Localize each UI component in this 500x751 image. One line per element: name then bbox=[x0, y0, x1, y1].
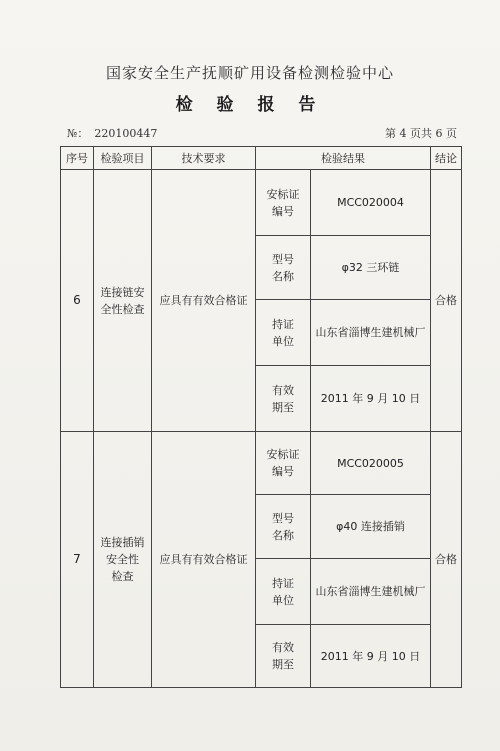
label-line: 名称 bbox=[272, 269, 294, 283]
result-value: MCC020005 bbox=[311, 432, 431, 495]
label-line: 安标证 bbox=[266, 448, 300, 461]
result-label bbox=[256, 366, 311, 432]
label-line: 期至 bbox=[272, 658, 294, 671]
result-label bbox=[256, 559, 311, 625]
report-number-label: №： bbox=[67, 127, 89, 140]
col-header-requirement: 技术要求 bbox=[152, 147, 256, 170]
label-line: 型号 bbox=[272, 511, 294, 525]
requirement-cell: 应具有有效合格证 bbox=[152, 432, 256, 688]
table-header-row bbox=[61, 147, 462, 170]
result-label bbox=[256, 300, 311, 366]
result-label bbox=[256, 432, 311, 495]
report-title: 检 验 报 告 bbox=[175, 95, 325, 115]
result-value: MCC020004 bbox=[311, 170, 431, 236]
col-header-seq: 序号 bbox=[61, 147, 94, 170]
result-label bbox=[256, 495, 311, 559]
label-line: 有效 bbox=[272, 641, 294, 654]
organization-name: 国家安全生产抚顺矿用设备检测检验中心 bbox=[105, 64, 394, 82]
report-number bbox=[67, 125, 163, 141]
result-label bbox=[256, 236, 311, 300]
label-line: 编号 bbox=[272, 465, 294, 478]
col-header-result: 检验结果 bbox=[256, 147, 431, 170]
label-line: 单位 bbox=[272, 334, 294, 348]
label-line: 持证 bbox=[272, 576, 294, 590]
report-number-value: 220100447 bbox=[94, 127, 158, 140]
label-line: 有效 bbox=[272, 383, 294, 397]
label-line: 单位 bbox=[272, 593, 294, 607]
conclusion-cell: 合格 bbox=[431, 432, 462, 688]
requirement-cell: 应具有有效合格证 bbox=[152, 170, 256, 432]
label-line: 持证 bbox=[272, 317, 294, 331]
label-line: 名称 bbox=[272, 528, 294, 542]
result-value: 山东省淄博生建机械厂 bbox=[311, 300, 431, 366]
seq-cell: 7 bbox=[61, 432, 94, 688]
label-line: 期至 bbox=[272, 400, 294, 414]
result-label bbox=[256, 625, 311, 688]
table-row bbox=[61, 432, 462, 495]
label-line: 安标证 bbox=[266, 187, 300, 201]
result-value: 山东省淄博生建机械厂 bbox=[311, 559, 431, 625]
seq-cell: 6 bbox=[61, 170, 94, 432]
page-indicator: 第 4 页共 6 页 bbox=[385, 127, 457, 140]
result-value: 2011 年 9 月 10 日 bbox=[311, 625, 431, 688]
inspection-table bbox=[60, 146, 462, 688]
item-line: 检查 bbox=[111, 570, 134, 583]
result-label bbox=[256, 170, 311, 236]
label-line: 型号 bbox=[272, 252, 294, 266]
inspection-item-cell bbox=[94, 432, 152, 688]
col-header-conclusion: 结论 bbox=[431, 147, 462, 170]
conclusion-cell: 合格 bbox=[431, 170, 462, 432]
result-value: 2011 年 9 月 10 日 bbox=[311, 366, 431, 432]
item-line: 连接插销 bbox=[100, 536, 145, 549]
result-value: φ40 连接插销 bbox=[311, 495, 431, 559]
inspection-item-cell bbox=[94, 170, 152, 432]
item-line: 连接链安 bbox=[100, 285, 145, 299]
item-line: 安全性 bbox=[106, 553, 139, 566]
label-line: 编号 bbox=[272, 204, 294, 218]
col-header-item: 检验项目 bbox=[94, 147, 152, 170]
item-line: 全性检查 bbox=[100, 302, 145, 316]
table-row bbox=[61, 170, 462, 236]
result-value: φ32 三环链 bbox=[311, 236, 431, 300]
